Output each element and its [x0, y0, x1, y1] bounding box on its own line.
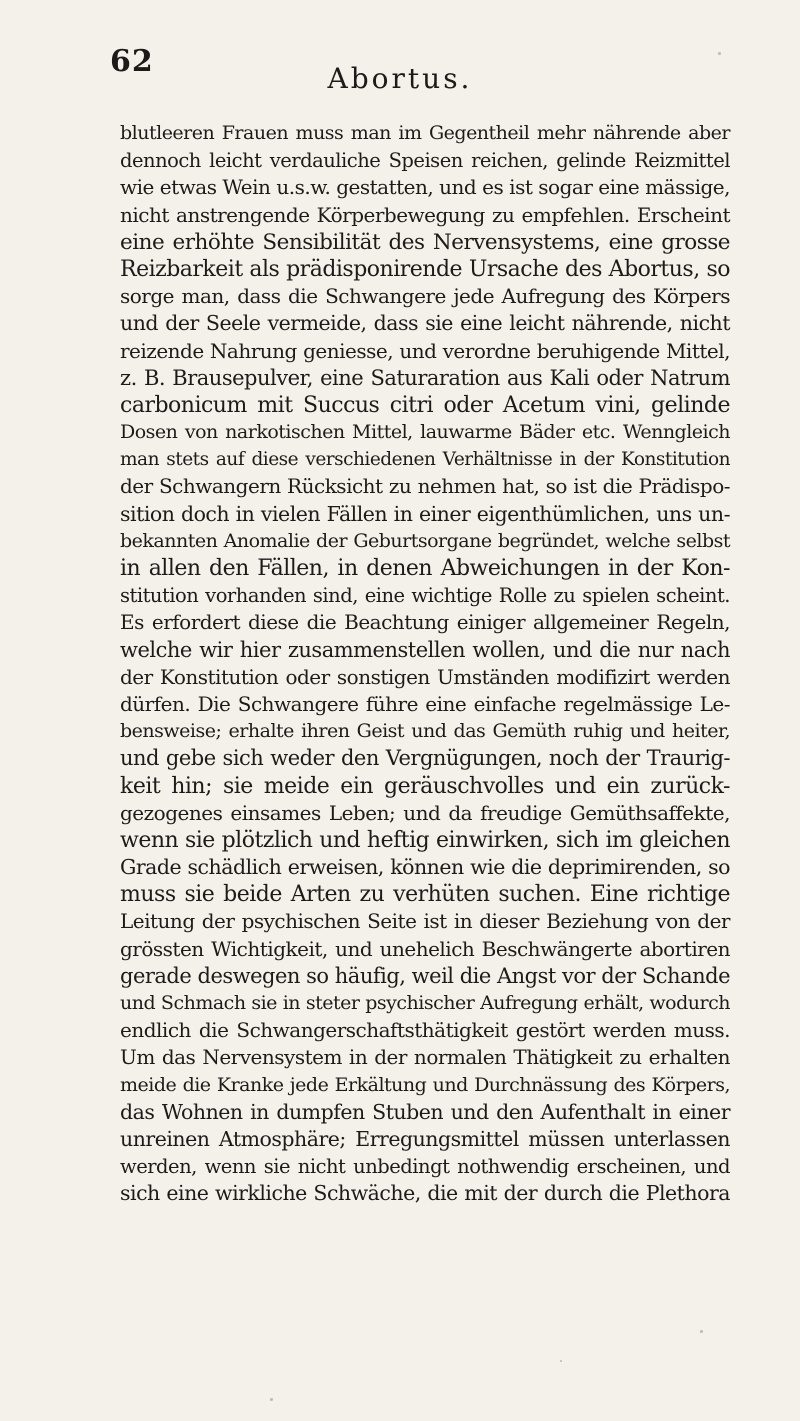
text-line: Dosen von narkotischen Mittel, lauwarme Bäder etc. Wenngleich	[120, 421, 730, 444]
body-text	[120, 120, 730, 1208]
text-line: und der Seele vermeide, dass sie eine leicht nährende, nicht	[120, 311, 730, 336]
text-line: z. B. Brausepulver, eine Saturaration aus Kali oder Natrum	[120, 365, 730, 390]
text-line: welche wir hier zusammenstellen wollen, und die nur nach	[120, 637, 730, 662]
text-line: blutleeren Frauen muss man im Gegentheil mehr nährende aber	[120, 122, 730, 144]
text-line: und Schmach sie in steter psychischer Aufregung erhält, wodurch	[120, 992, 730, 1014]
text-line: in allen den Fällen, in denen Abweichungen in der Kon-	[120, 556, 730, 581]
text-line: werden, wenn sie nicht unbedingt nothwendig erscheinen, und	[120, 1155, 730, 1179]
text-line: Reizbarkeit als prädisponirende Ursache des Abortus, so	[120, 256, 730, 282]
text-line: Leitung der psychischen Seite ist in dieser Beziehung von der	[120, 909, 730, 934]
text-line: reizende Nahrung geniesse, und verordne beruhigende Mittel,	[120, 338, 730, 363]
text-line: und gebe sich weder den Vergnügungen, noch der Traurig-	[120, 746, 730, 771]
text-line: stitution vorhanden sind, eine wichtige Rolle zu spielen scheint.	[120, 584, 730, 608]
text-line: das Wohnen in dumpfen Stuben und den Aufenthalt in einer	[120, 1099, 730, 1124]
text-line: wenn sie plötzlich und heftig einwirken, sich im gleichen	[120, 827, 730, 853]
paper-speck	[718, 52, 721, 55]
text-line: nicht anstrengende Körperbewegung zu empfehlen. Erscheint	[120, 202, 730, 227]
paper-speck	[270, 1398, 273, 1401]
text-line: sich eine wirkliche Schwäche, die mit der durch die Plethora	[120, 1181, 730, 1206]
text-line: dennoch leicht verdauliche Speisen reichen, gelinde Reizmittel	[120, 149, 730, 173]
text-line: endlich die Schwangerschaftsthätigkeit gestört werden muss.	[120, 1018, 730, 1043]
text-line: wie etwas Wein u.s.w. gestatten, und es ist sogar eine mässige,	[120, 175, 730, 200]
text-line: dürfen. Die Schwangere führe eine einfache regelmässige Le-	[120, 691, 730, 716]
text-line: meide die Kranke jede Erkältung und Durchnässung des Körpers,	[120, 1073, 730, 1096]
text-line: Es erfordert diese die Beachtung einiger allgemeiner Regeln,	[120, 610, 730, 635]
text-line: Grade schädlich erweisen, können wie die deprimirenden, so	[120, 855, 730, 880]
text-line: muss sie beide Arten zu verhüten suchen. Eine richtige	[120, 882, 730, 908]
text-line: Um das Nervensystem in der normalen Thätigkeit zu erhalten	[120, 1045, 730, 1070]
text-line: carbonicum mit Succus citri oder Acetum vini, gelinde	[120, 392, 730, 418]
text-line: grössten Wichtigkeit, und unehelich Beschwängerte abortiren	[120, 936, 730, 961]
paper-speck	[700, 1330, 703, 1333]
running-head: Abortus.	[327, 62, 473, 95]
text-line: bekannten Anomalie der Geburtsorgane begründet, welche selbst	[120, 529, 730, 552]
paper-speck	[560, 1360, 562, 1362]
text-line: bensweise; erhalte ihren Geist und das Gemüth ruhig und heiter,	[120, 720, 730, 743]
text-line: sition doch in vielen Fällen in einer eigenthümlichen, uns un-	[120, 501, 730, 526]
text-line: keit hin; sie meide ein geräuschvolles und ein zurück-	[120, 773, 730, 799]
text-line: gezogenes einsames Leben; und da freudige Gemüthsaffekte,	[120, 800, 730, 825]
text-line: unreinen Atmosphäre; Erregungsmittel müssen unterlassen	[120, 1126, 730, 1151]
text-line: der Konstitution oder sonstigen Umständen modifizirt werden	[120, 664, 730, 689]
page-number: 62	[110, 44, 154, 79]
text-line: sorge man, dass die Schwangere jede Aufregung des Körpers	[120, 284, 730, 309]
text-line: gerade deswegen so häufig, weil die Angst vor der Schande	[120, 963, 730, 988]
text-line: eine erhöhte Sensibilität des Nervensystems, eine grosse	[120, 229, 730, 255]
text-line: der Schwangern Rücksicht zu nehmen hat, so ist die Prädispo-	[120, 474, 730, 499]
text-line: man stets auf diese verschiedenen Verhältnisse in der Konstitution	[120, 449, 730, 471]
